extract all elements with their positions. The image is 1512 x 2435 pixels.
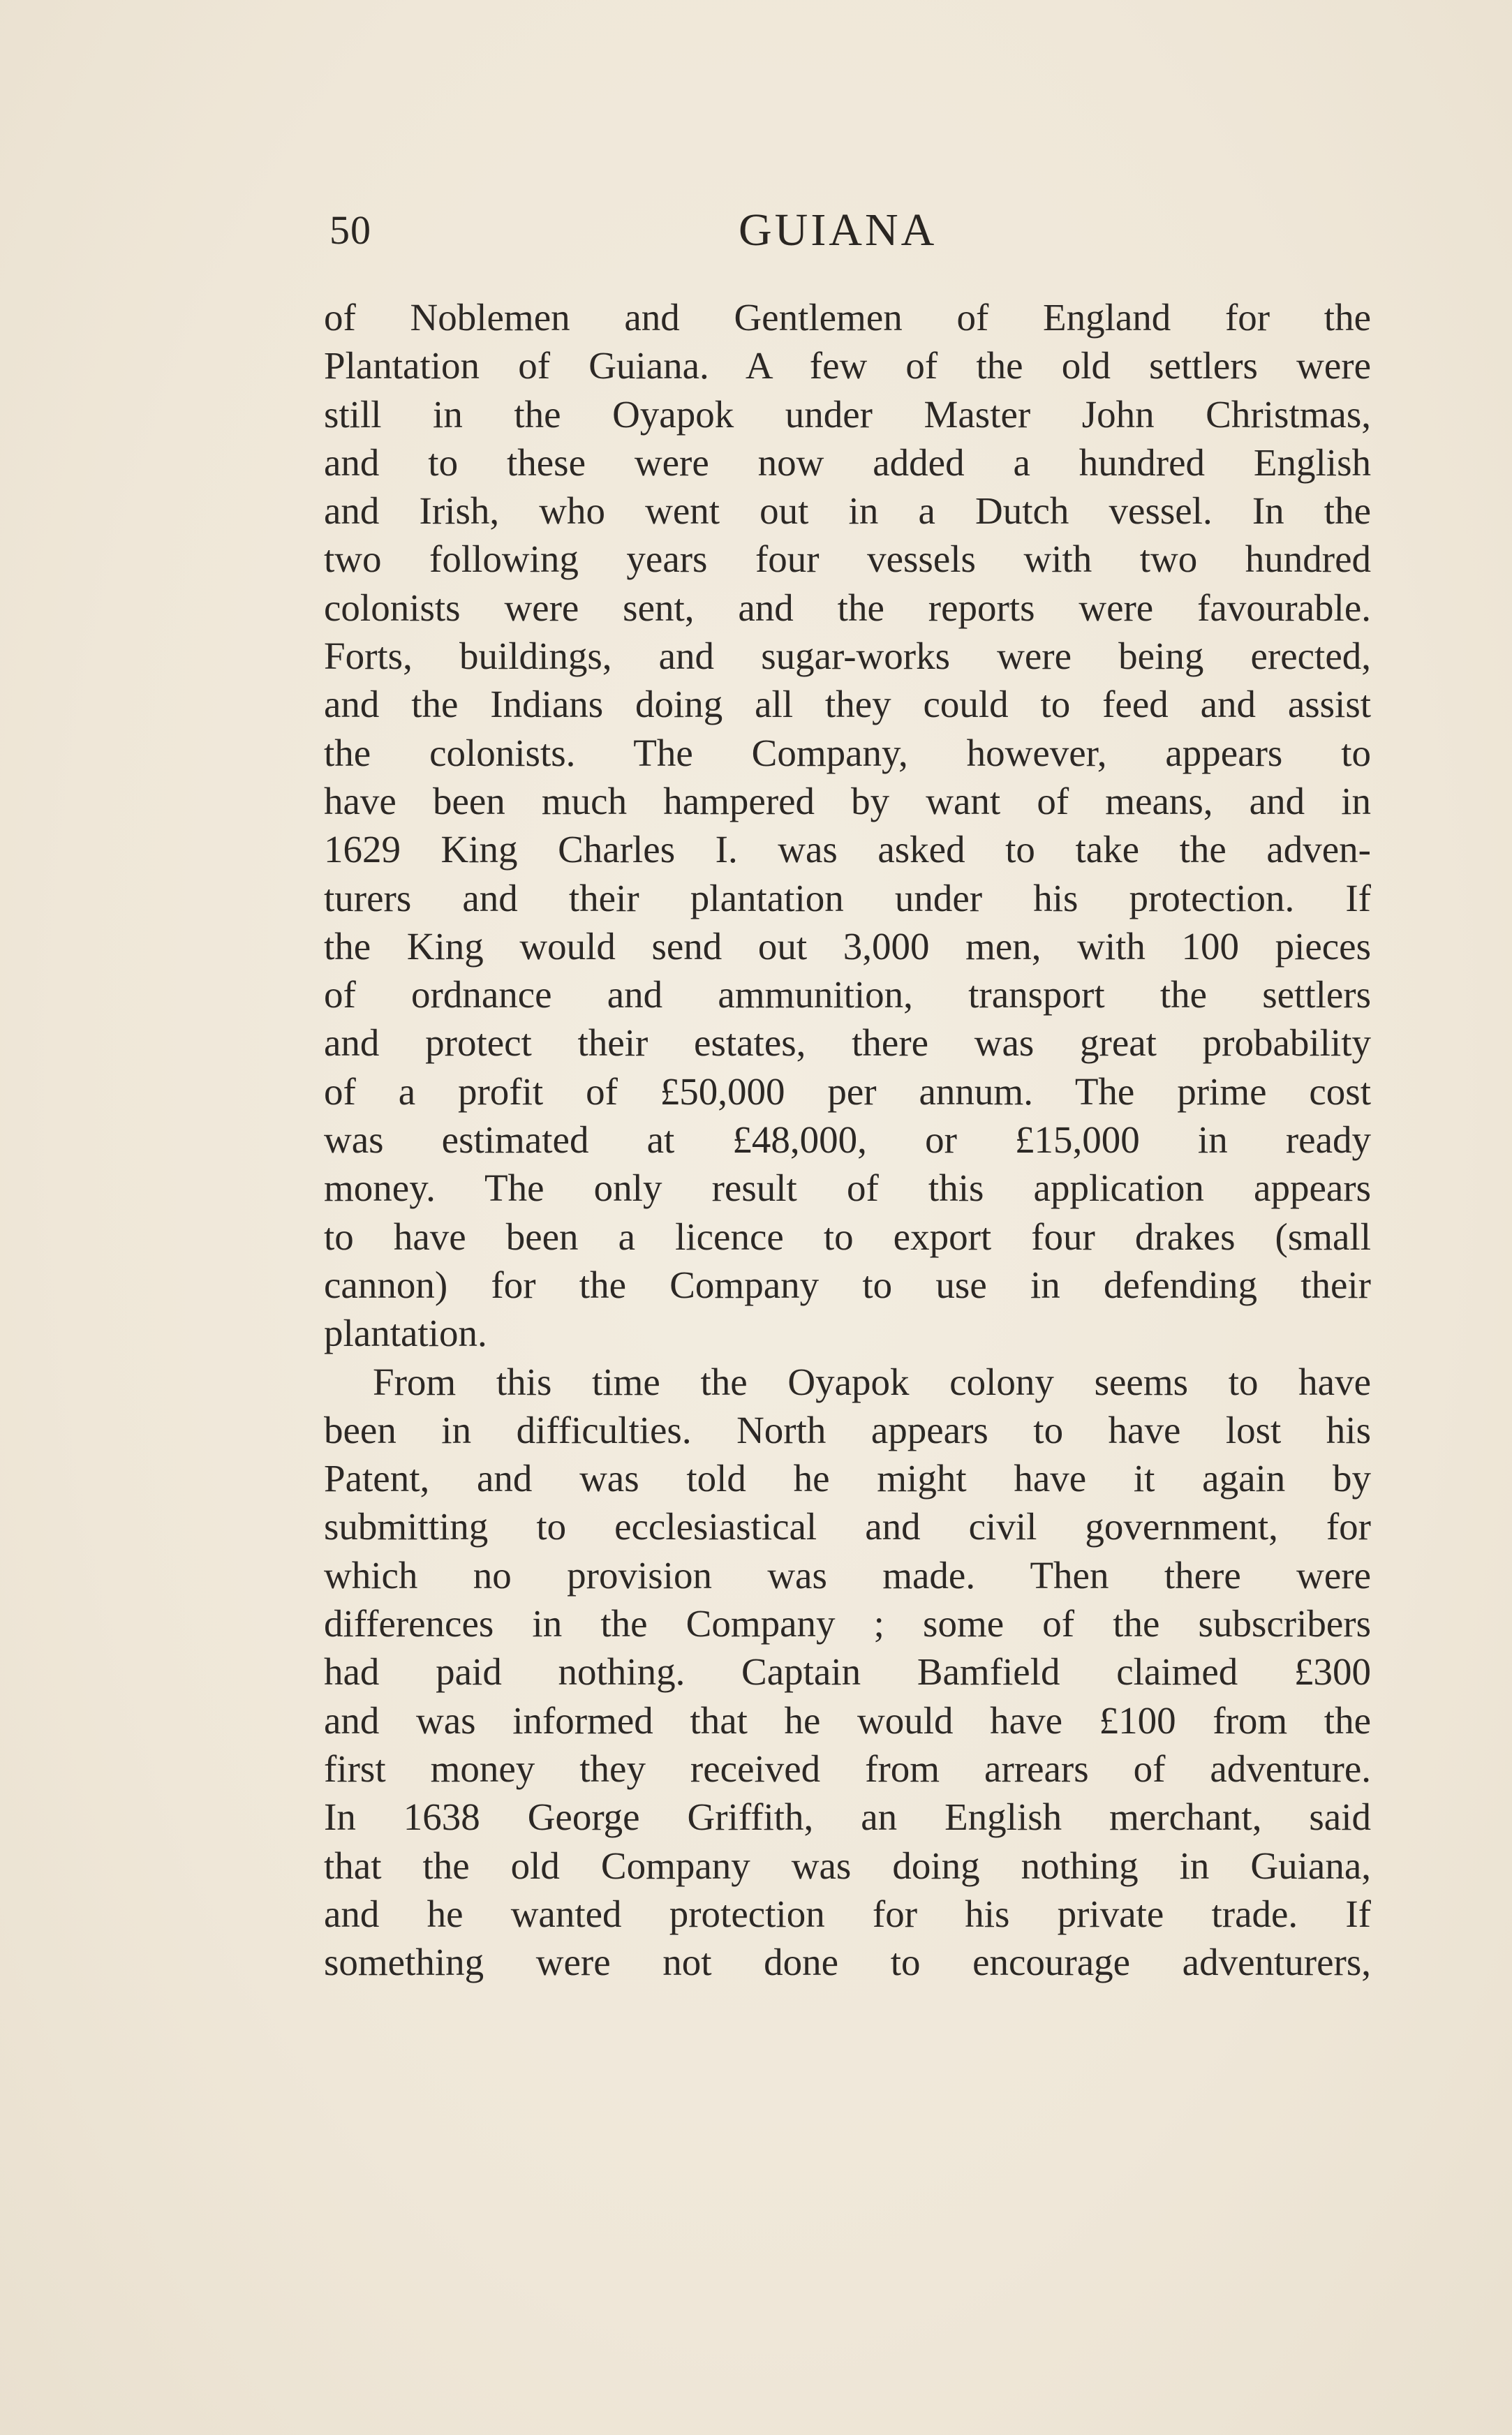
text-line: that the old Company was doing nothing in Guiana, xyxy=(324,1844,1371,1887)
text-line: colonists were sent, and the reports were favourable. xyxy=(324,586,1371,629)
text-line: turers and their plantation under his protection. If xyxy=(324,876,1371,919)
page-number: 50 xyxy=(329,207,371,253)
text-line: and Irish, who went out in a Dutch vessel. In the xyxy=(324,489,1371,533)
text-line: and to these were now added a hundred English xyxy=(324,441,1371,484)
text-line: had paid nothing. Captain Bamfield claimed £300 xyxy=(324,1650,1371,1694)
text-line: 1629 King Charles I. was asked to take the adven- xyxy=(324,828,1371,871)
paragraph-1 xyxy=(324,293,1371,1358)
text-line: In 1638 George Griffith, an English merchant, said xyxy=(324,1796,1371,1839)
text-line: the colonists. The Company, however, appears to xyxy=(324,731,1371,774)
paragraph-2 xyxy=(324,1358,1371,1987)
text-line: Patent, and was told he might have it again by xyxy=(324,1457,1371,1500)
body-text xyxy=(324,293,1371,1986)
text-line: which no provision was made. Then there were xyxy=(324,1553,1371,1597)
text-line: and he wanted protection for his private trade. If xyxy=(324,1892,1371,1935)
text-line: of a profit of £50,000 per annum. The prime cost xyxy=(324,1070,1371,1113)
text-line: still in the Oyapok under Master John Christmas, xyxy=(324,392,1371,436)
text-line: been in difficulties. North appears to have lost his xyxy=(324,1408,1371,1451)
text-line: the King would send out 3,000 men, with 100 pieces xyxy=(324,924,1371,968)
text-line: to have been a licence to export four drakes (small xyxy=(324,1215,1371,1258)
text-line: and was informed that he would have £100 from the xyxy=(324,1698,1371,1742)
text-line: Plantation of Guiana. A few of the old settlers were xyxy=(324,344,1371,387)
page-header xyxy=(329,199,1377,262)
text-line: have been much hampered by want of means, and in xyxy=(324,779,1371,822)
text-line: submitting to ecclesiastical and civil government, for xyxy=(324,1505,1371,1548)
text-line: Forts, buildings, and sugar-works were being erected, xyxy=(324,635,1371,678)
text-line: something were not done to encourage adventurers, xyxy=(324,1941,1371,1984)
text-line: and the Indians doing all they could to feed and assist xyxy=(324,683,1371,726)
text-line: and protect their estates, there was great probability xyxy=(324,1021,1371,1065)
text-line: first money they received from arrears of adventure. xyxy=(324,1747,1371,1790)
text-line: of ordnance and ammunition, transport the settlers xyxy=(324,973,1371,1016)
text-line: money. The only result of this application appears xyxy=(324,1167,1371,1210)
text-line: was estimated at £48,000, or £15,000 in ready xyxy=(324,1118,1371,1162)
text-line: plantation. xyxy=(324,1312,487,1355)
running-head: GUIANA xyxy=(739,205,937,256)
text-line: of Noblemen and Gentlemen of England for the xyxy=(324,296,1371,339)
text-line: two following years four vessels with two hundred xyxy=(324,538,1371,581)
text-line: cannon) for the Company to use in defending their xyxy=(324,1263,1371,1306)
text-line: From this time the Oyapok colony seems to have xyxy=(373,1360,1371,1403)
text-line: differences in the Company ; some of the subscribers xyxy=(324,1602,1371,1645)
